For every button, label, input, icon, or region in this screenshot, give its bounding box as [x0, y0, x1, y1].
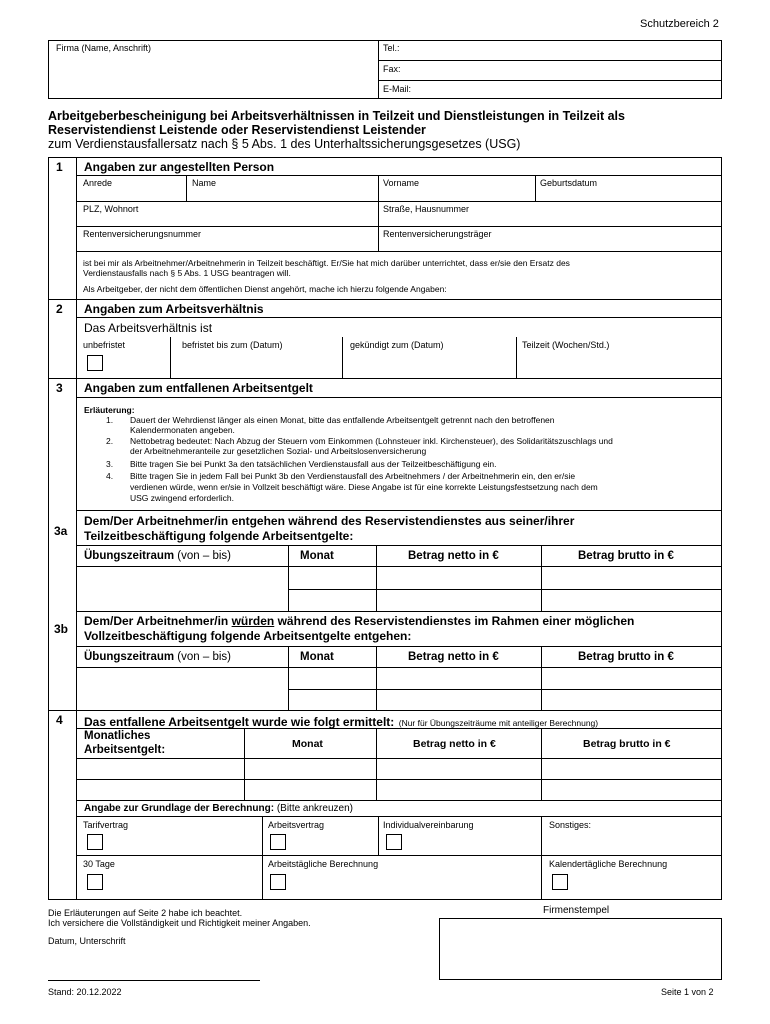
kalendertaeglich-label: Kalendertägliche Berechnung [549, 859, 668, 869]
rentenversicherungsnummer-field[interactable]: Rentenversicherungsnummer [83, 229, 202, 239]
section3b-title-line1: Dem/Der Arbeitnehmer/in würden während des Reservistendienstes im Rahmen einer möglichen [84, 614, 635, 628]
erlaeuterung-item-text: verdienen würde, wenn er/sie in Vollzeit beschäftigt wäre. Diese Angabe ist für eine korrekte Leistungsfestsetzung nach dem [130, 482, 598, 492]
erlaeuterung-item-text: Kalendermonaten angeben. [130, 425, 235, 435]
erlaeuterung-item-text: Bitte tragen Sie in jedem Fall bei Punkt 3b den Verdienstausfall des Arbeitnehmers / der Arbeitnehmerin ein, den er/sie [130, 471, 576, 481]
section3a-title-line1: Dem/Der Arbeitnehmer/in entgehen während des Reservistendienstes aus seiner/ihrer [84, 514, 575, 528]
anrede-field[interactable]: Anrede [83, 178, 113, 188]
strasse-field[interactable]: Straße, Hausnummer [383, 204, 470, 214]
section3a-col-brutto: Betrag brutto in € [578, 550, 674, 562]
signature-line[interactable] [48, 980, 260, 981]
section3a-col-monat: Monat [300, 550, 334, 562]
individualvereinbarung-label: Individualvereinbarung [383, 820, 474, 830]
section4-col-netto: Betrag netto in € [413, 738, 496, 750]
section1-info-line1: ist bei mir als Arbeitnehmer/Arbeitnehmerin in Teilzeit beschäftigt. Er/Sie hat mich darüber unterrichtet, dass er/sie den Ersatz des [83, 258, 570, 268]
erlaeuterung-item-text: USG zwingend erforderlich. [130, 493, 234, 503]
section3b-col-monat: Monat [300, 651, 334, 663]
section4-col-monat: Monat [292, 738, 323, 750]
fax-field[interactable]: Fax: [383, 64, 401, 74]
erlaeuterung-item-number: 1. [106, 415, 114, 425]
firmenstempel-box[interactable] [439, 918, 722, 980]
erlaeuterung-item-text: Bitte tragen Sie bei Punkt 3a den tatsächlichen Verdienstausfall aus der Teilzeitbeschäftigung ein. [130, 459, 497, 469]
arbeitsvertrag-checkbox[interactable] [270, 834, 286, 850]
schutzbereich-label: Schutzbereich 2 [640, 18, 719, 30]
firma-field[interactable]: Firma (Name, Anschrift) [56, 43, 152, 53]
section1-number: 1 [56, 160, 63, 174]
section3b-col-brutto: Betrag brutto in € [578, 651, 674, 663]
section2-subtitle: Das Arbeitsverhältnis ist [84, 321, 213, 335]
section4-col-monatlich-line1: Monatliches [84, 730, 151, 742]
section1-info-line2: Verdienstausfalls nach § 5 Abs. 1 USG beantragen will. [83, 268, 291, 278]
erlaeuterung-heading: Erläuterung: [84, 405, 135, 415]
section2-number: 2 [56, 302, 63, 316]
tarifvertrag-label: Tarifvertrag [83, 820, 129, 830]
email-field[interactable]: E-Mail: [383, 84, 412, 94]
section3b-col-zeitraum: Übungszeitraum (von – bis) [84, 651, 231, 663]
grundlage-heading: Angabe zur Grundlage der Berechnung: (Bitte ankreuzen) [84, 803, 353, 814]
section3b-title-line2: Vollzeitbeschäftigung folgende Arbeitsentgelte entgehen: [84, 629, 412, 643]
erlaeuterung-item-text: der Arbeitnehmeranteile zur gesetzlichen Sozial- und Arbeitslosenversicherung [130, 446, 427, 456]
name-field[interactable]: Name [192, 178, 217, 188]
section3-number: 3 [56, 381, 63, 395]
footer-line2: Ich versichere die Vollständigkeit und Richtigkeit meiner Angaben. [48, 918, 311, 928]
page-title-line2: Reservistendienst Leistende oder Reservistendienst Leistender [48, 123, 426, 137]
erlaeuterung-item-text: Nettobetrag bedeutet: Nach Abzug der Steuern vom Einkommen (Lohnsteuer inkl. Kirchensteuer), des Solidaritätszuschlags und [130, 436, 613, 446]
individualvereinbarung-checkbox[interactable] [386, 834, 402, 850]
section4-title: Das entfallene Arbeitsentgelt wurde wie folgt ermittelt: (Nur für Übungszeiträume mit anteiliger Berechnung) [84, 715, 599, 729]
unbefristet-checkbox[interactable] [87, 355, 103, 371]
section3-title: Angaben zum entfallenen Arbeitsentgelt [84, 381, 313, 395]
erlaeuterung-item-number: 4. [106, 471, 114, 481]
kalendertaeglich-checkbox[interactable] [552, 874, 568, 890]
section4-col-brutto: Betrag brutto in € [583, 738, 671, 750]
tarifvertrag-checkbox[interactable] [87, 834, 103, 850]
gekuendigt-field[interactable]: gekündigt zum (Datum) [350, 340, 444, 350]
arbeitstaeglich-label: Arbeitstägliche Berechnung [268, 859, 379, 869]
section1-info-line3: Als Arbeitgeber, der nicht dem öffentlichen Dienst angehört, mache ich hierzu folgende Angaben: [83, 284, 447, 294]
section1-title: Angaben zur angestellten Person [84, 160, 275, 174]
arbeitstaeglich-checkbox[interactable] [270, 874, 286, 890]
section3a-title-line2: Teilzeitbeschäftigung folgende Arbeitsentgelte: [84, 529, 354, 543]
teilzeit-field[interactable]: Teilzeit (Wochen/Std.) [522, 340, 610, 350]
geburtsdatum-field[interactable]: Geburtsdatum [540, 178, 598, 188]
befristet-field[interactable]: befristet bis zum (Datum) [182, 340, 283, 350]
erlaeuterung-item-number: 3. [106, 459, 114, 469]
firmenstempel-label: Firmenstempel [543, 905, 610, 916]
sonstiges-field[interactable]: Sonstiges: [549, 820, 592, 830]
section4-col-monatlich-line2: Arbeitsentgelt: [84, 744, 166, 756]
stand-label: Stand: 20.12.2022 [48, 987, 122, 997]
tel-field[interactable]: Tel.: [383, 43, 400, 53]
section4-number: 4 [56, 713, 63, 727]
plz-wohnort-field[interactable]: PLZ, Wohnort [83, 204, 139, 214]
rentenversicherungstraeger-field[interactable]: Rentenversicherungsträger [383, 229, 492, 239]
page-title-line3: zum Verdienstausfallersatz nach § 5 Abs. 1 des Unterhaltssicherungsgesetzes (USG) [48, 137, 521, 151]
erlaeuterung-item-number: 2. [106, 436, 114, 446]
section3a-col-zeitraum: Übungszeitraum (von – bis) [84, 550, 231, 562]
section3b-col-netto: Betrag netto in € [408, 651, 499, 663]
section3b-number: 3b [54, 622, 69, 636]
section3a-number: 3a [54, 524, 68, 538]
section2-title: Angaben zum Arbeitsverhältnis [84, 302, 264, 316]
section3a-col-netto: Betrag netto in € [408, 550, 499, 562]
erlaeuterung-item-text: Dauert der Wehrdienst länger als einen Monat, bitte das entfallende Arbeitsentgelt getrennt nach den betroffenen [130, 415, 555, 425]
datum-unterschrift-label: Datum, Unterschrift [48, 936, 126, 946]
footer-line1: Die Erläuterungen auf Seite 2 habe ich beachtet. [48, 908, 243, 918]
page-title-line1: Arbeitgeberbescheinigung bei Arbeitsverhältnissen in Teilzeit und Dienstleistungen in Teilzeit als [48, 109, 625, 123]
unbefristet-label: unbefristet [83, 340, 126, 350]
30-tage-checkbox[interactable] [87, 874, 103, 890]
30-tage-label: 30 Tage [83, 859, 115, 869]
arbeitsvertrag-label: Arbeitsvertrag [268, 820, 325, 830]
page-number: Seite 1 von 2 [661, 987, 714, 997]
vorname-field[interactable]: Vorname [383, 178, 420, 188]
